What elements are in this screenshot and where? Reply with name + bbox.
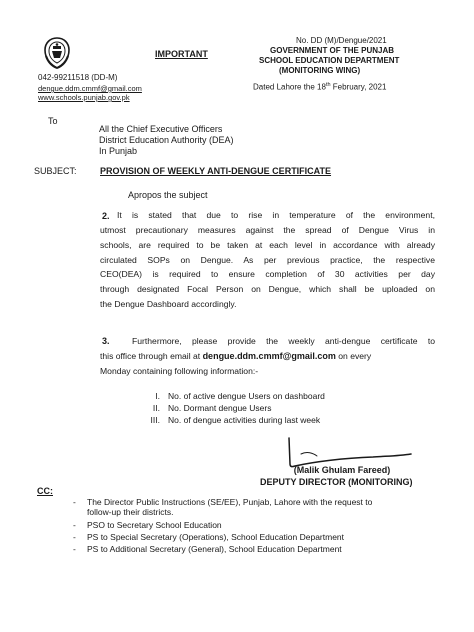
reference-number: No. DD (M)/Dengue/2021 <box>296 36 387 45</box>
addressee-line-2: District Education Authority (DEA) <box>99 135 234 145</box>
office-email-link[interactable]: dengue.ddm.cmmf@gmail.com <box>38 84 142 93</box>
paragraph-2-line: the Dengue Dashboard accordingly. <box>100 298 237 309</box>
bullet-dash: - <box>73 532 76 542</box>
cc-item-line: The Director Public Instructions (SE/EE), Punjab, Lahore with the request to <box>87 497 373 507</box>
list-item <box>134 415 320 425</box>
list-item-number: II. <box>152 403 160 413</box>
paragraph-3-line-3: Monday containing following information:- <box>100 366 259 376</box>
cc-item-continuation: follow-up their districts. <box>87 507 174 517</box>
org-wing: (MONITORING WING) <box>279 66 361 75</box>
subject-text: PROVISION OF WEEKLY ANTI-DENGUE CERTIFICATE <box>100 166 332 176</box>
list-item <box>134 403 271 413</box>
list-item-text: No. of active dengue Users on dashboard <box>168 391 325 401</box>
list-item-number: I. <box>155 391 160 401</box>
org-government: GOVERNMENT OF THE PUNJAB <box>270 46 395 55</box>
paragraph-2-number: 2. <box>102 211 110 221</box>
bullet-dash: - <box>73 520 76 530</box>
paragraph-2-body <box>100 223 435 312</box>
paragraph-3-line-1-wrap <box>132 336 435 346</box>
paragraph-2-line: CEO(DEA) is required to ensure completion of 30 activities per day <box>100 269 435 280</box>
cc-item-line: PSO to Secretary School Education <box>87 520 222 530</box>
apropos-line: Apropos the subject <box>128 190 208 200</box>
addressee-line-3: In Punjab <box>99 146 138 156</box>
letter-date: Dated Lahore the 18th February, 2021 <box>253 82 387 92</box>
paragraph-3-line-2-pre: this office through email at <box>100 351 201 361</box>
list-item-text: No. of dengue activities during last week <box>168 415 321 425</box>
to-label: To <box>48 116 58 126</box>
paragraph-3-number: 3. <box>102 336 110 346</box>
cc-item <box>73 544 342 555</box>
cc-item-line: PS to Special Secretary (Operations), School Education Department <box>87 532 345 542</box>
cc-label: CC: <box>37 486 53 496</box>
list-item-text: No. Dormant dengue Users <box>168 403 272 413</box>
paragraph-3-email[interactable]: dengue.ddm.cmmf@gmail.com <box>202 351 336 361</box>
paragraph-3-line-2 <box>100 351 435 361</box>
paragraph-2-line: utmost precautionary measures against the spread of Dengue Virus in <box>100 225 435 235</box>
list-item-number: III. <box>150 415 160 425</box>
bullet-dash: - <box>73 544 76 554</box>
signatory-name: (Malik Ghulam Fareed) <box>293 465 391 475</box>
paragraph-3-line-1: Furthermore, please provide the weekly anti-dengue certificate to <box>132 336 435 346</box>
subject-label: SUBJECT: <box>34 166 77 176</box>
org-department: SCHOOL EDUCATION DEPARTMENT <box>259 56 400 65</box>
paragraph-2-first-line-wrap <box>117 208 435 223</box>
addressee-line-1: All the Chief Executive Officers <box>99 124 223 134</box>
list-item <box>134 391 325 401</box>
signatory-designation: DEPUTY DIRECTOR (MONITORING) <box>260 477 413 487</box>
paragraph-2-line: circulated SOPs on Dengue. As per previous practice, the respective <box>100 254 435 265</box>
office-website-link[interactable]: www.schools.punjab.gov.pk <box>38 93 130 102</box>
cc-item <box>73 532 345 543</box>
paragraph-2-line: through designated Focal Person on Dengue, which shall be uploaded on <box>100 284 435 295</box>
paragraph-3-line-2-post: on every <box>338 351 372 361</box>
cc-item <box>73 520 222 531</box>
government-of-punjab-emblem <box>42 36 72 70</box>
cc-item-line: PS to Additional Secretary (General), School Education Department <box>87 544 342 554</box>
office-phone: 042-99211518 (DD-M) <box>38 73 118 82</box>
important-label: IMPORTANT <box>155 49 208 59</box>
bullet-dash: - <box>73 497 76 507</box>
paragraph-2-line: schools, are required to be taken at each level in accordance with already <box>100 239 435 250</box>
cc-item <box>73 497 373 508</box>
paragraph-2-line: It is stated that due to rise in temperature of the environment, <box>117 210 435 220</box>
